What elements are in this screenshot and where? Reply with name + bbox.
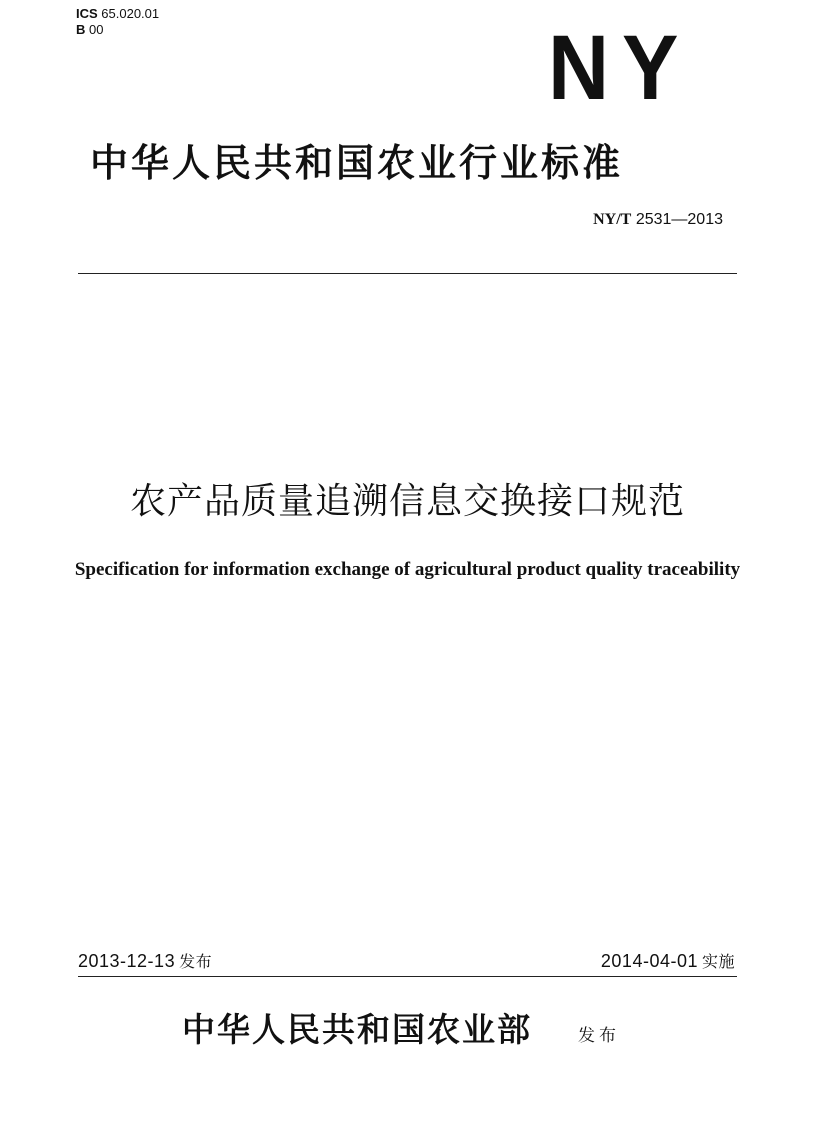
bottom-divider (78, 976, 737, 977)
standard-number-prefix: NY/T (593, 211, 632, 228)
ny-logo: NY (548, 17, 692, 119)
ics-code: 65.020.01 (101, 6, 160, 21)
ccs-label: B (76, 22, 86, 37)
standard-number-value: 2531—2013 (635, 211, 723, 228)
implementation-date (601, 950, 735, 973)
document-title-chinese: 农产品质量追溯信息交换接口规范 (129, 481, 685, 522)
issue-date (78, 950, 212, 973)
implementation-date-value: 2014-04-01 (600, 951, 698, 971)
ccs-classification (76, 22, 103, 38)
issue-date-value: 2013-12-13 (78, 951, 176, 971)
implementation-date-label: 实施 (701, 952, 735, 971)
issuing-authority: 中华人民共和国农业部 (182, 1010, 532, 1049)
ccs-code: 00 (89, 22, 104, 37)
ics-classification (76, 6, 159, 22)
top-divider (78, 273, 737, 274)
issuing-action: 发布 (578, 1026, 620, 1046)
standard-number (593, 210, 723, 230)
document-title-english: Specification for information exchange of agricultural product quality traceability (74, 559, 741, 580)
ics-label: ICS (76, 6, 98, 21)
standard-type-heading: 中华人民共和国农业行业标准 (90, 141, 624, 185)
issue-date-label: 发布 (179, 952, 213, 971)
